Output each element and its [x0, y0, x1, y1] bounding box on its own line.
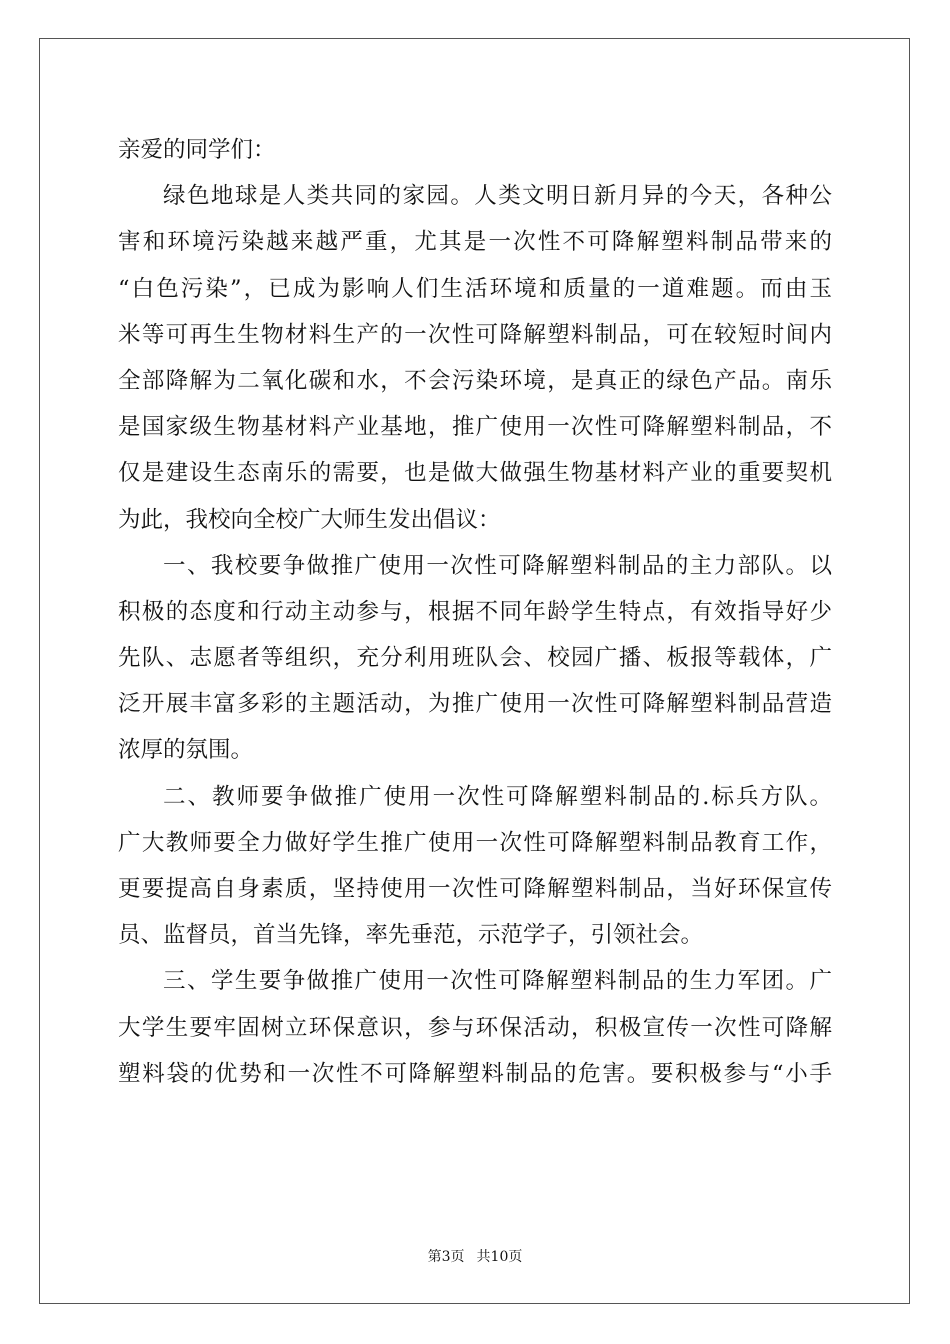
text-line: 亲爱的同学们：	[118, 137, 276, 163]
document-body	[118, 127, 832, 1097]
page-total: 共10页	[476, 1249, 523, 1265]
page-footer	[0, 1247, 950, 1267]
text-line: 先队、志愿者等组织，充分利用班队会、校园广播、板报等载体，广	[118, 645, 832, 672]
text-line: 全部降解为二氧化碳和水，不会污染环境，是真正的绿色产品。南乐	[118, 367, 832, 394]
text-line: 积极的态度和行动主动参与，根据不同年龄学生特点，有效指导好少	[118, 598, 832, 625]
text-line: 米等可再生生物材料生产的一次性可降解塑料制品，可在较短时间内	[118, 321, 832, 348]
text-line: 一、我校要争做推广使用一次性可降解塑料制品的主力部队。以	[163, 552, 832, 579]
text-line: 仅是建设生态南乐的需要，也是做大做强生物基材料产业的重要契机	[118, 460, 832, 487]
text-line: 泛开展丰富多彩的主题活动，为推广使用一次性可降解塑料制品营造	[118, 691, 832, 718]
text-line: 为此，我校向全校广大师生发出倡议：	[118, 506, 501, 533]
text-line: 二、教师要争做推广使用一次性可降解塑料制品的.标兵方队。	[163, 783, 832, 810]
text-line: 害和环境污染越来越严重，尤其是一次性不可降解塑料制品带来的	[118, 229, 832, 256]
text-line: 塑料袋的优势和一次性不可降解塑料制品的危害。要积极参与“小手	[118, 1060, 832, 1087]
text-line: 大学生要牢固树立环保意识，参与环保活动，积极宣传一次性可降解	[118, 1014, 832, 1041]
text-line: 员、监督员，首当先锋，率先垂范，示范学子，引领社会。	[118, 922, 704, 949]
text-line: 是国家级生物基材料产业基地，推广使用一次性可降解塑料制品，不	[118, 414, 832, 441]
text-line: 广大教师要全力做好学生推广使用一次性可降解塑料制品教育工作，	[118, 829, 832, 856]
text-line: “白色污染”，已成为影响人们生活环境和质量的一道难题。而由玉	[118, 275, 832, 302]
text-line: 绿色地球是人类共同的家园。人类文明日新月异的今天，各种公	[163, 183, 832, 210]
text-line: 三、学生要争做推广使用一次性可降解塑料制品的生力军团。广	[163, 968, 832, 995]
text-line: 浓厚的氛围。	[118, 737, 254, 764]
text-line: 更要提高自身素质，坚持使用一次性可降解塑料制品，当好环保宣传	[118, 876, 832, 902]
page-number: 第3页	[427, 1249, 465, 1265]
